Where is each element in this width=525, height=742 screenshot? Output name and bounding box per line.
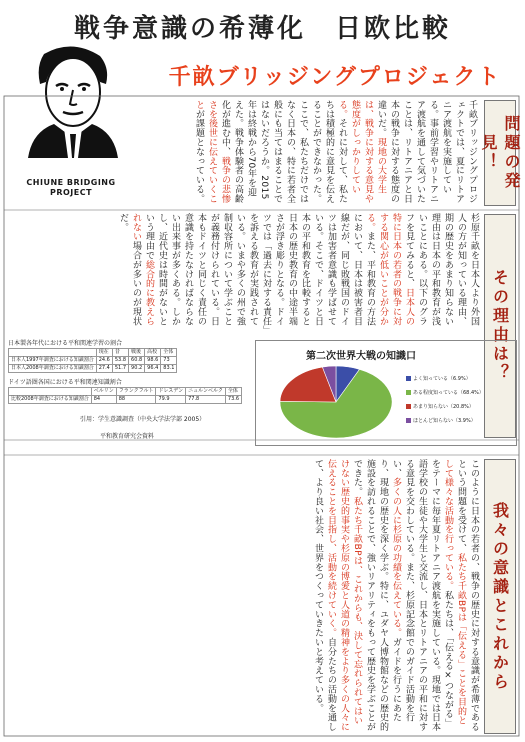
table-row xyxy=(9,357,177,365)
reason-highlight-2: 総合的に教えられない xyxy=(131,213,154,326)
table-cell: 98.6 xyxy=(145,357,161,365)
table-cell: 比較2008年調査における知識割合 xyxy=(9,396,92,404)
legend-swatch xyxy=(406,376,411,381)
table-cell: 日本人2008年調査における知識割合 xyxy=(9,365,97,373)
conclusion-text-b: 私たちは、「伝える×つながる」をテーマに毎年夏リトアニア渡航を実施している。現地では日本語学校の生徒や大学生と交流し、日本とリトアニアの平和に対する意見を交わしている。また、杉原記念館でのガイド活動を行い、 xyxy=(391,459,453,732)
table-cell: 96.4 xyxy=(145,365,161,373)
conclusion-highlight-3: 私たち千畝BPは、これからも、決して忘れられてはいけない歴史的事実や杉原の博愛と人道の精神をより多くの人々に伝えることを目指し、活動を続けていく。 xyxy=(326,459,362,732)
problem-highlight-2: 戦争の悲惨さを後世に伝えていくこと xyxy=(194,100,230,204)
reason-text-a: 杉原千畝を日本人より外国人の方が知っている理由、期の歴史をあまり知らない理由は日本の平和教育が浅いことにある。以下のグラフを見てみると、 xyxy=(404,213,479,326)
founder-portrait xyxy=(12,40,130,160)
table-cell: 79.9 xyxy=(156,396,186,404)
problem-text-b: 事前学習やリトアニア渡航を通して気づいたことは、リトアニアと日本の戦争に対する態度の違いだ。 xyxy=(376,100,438,204)
logo-line-2: PROJECT xyxy=(49,188,93,197)
conclusion-text-a: このように日本の若者の、戦争の歴史に対する意識が希薄であるという問題を受けて、 xyxy=(456,459,479,732)
citation-2: 平和教育研究会資料 xyxy=(100,433,155,440)
logo-line-1: CHIUNE BRIDGING xyxy=(26,178,116,187)
reason-highlight: 日本人の特に日本の若者の戦争に対する関心が低いことが分かる。 xyxy=(365,213,414,326)
reason-label: その理由は？ xyxy=(484,214,516,438)
table-header-cell: 戦後 xyxy=(129,349,145,357)
table-header-cell xyxy=(9,388,92,396)
table-row xyxy=(9,396,242,404)
table-header-cell: 現在 xyxy=(96,349,112,357)
legend-item xyxy=(406,403,512,411)
table-header-cell: 全体 xyxy=(161,349,177,357)
legend-item xyxy=(406,375,512,383)
table-row xyxy=(9,365,177,373)
legend-swatch xyxy=(406,418,411,423)
conclusion-text xyxy=(8,459,480,734)
table-cell: 88 xyxy=(116,396,156,404)
table-cell: 90.2 xyxy=(129,365,145,373)
legend-label: よく知っている（6.9%） xyxy=(413,376,471,382)
table-1-caption: 日本製各年代における平和関連学習の割合 xyxy=(8,340,123,347)
table-header-cell: 全体 xyxy=(225,388,241,396)
legend-label: あまり知らない（20.8%） xyxy=(413,404,474,410)
table-2-caption: ドイツ語圏各国における平和関連知識割合 xyxy=(8,379,122,386)
table-cell: 77.8 xyxy=(186,396,226,404)
legend-swatch xyxy=(406,390,411,395)
table-header-cell: ニュルンベルク xyxy=(186,388,226,396)
legend-item xyxy=(406,417,512,425)
table-header-cell: 昔 xyxy=(112,349,128,357)
problem-label: 問題の発見！ xyxy=(484,100,516,206)
table-cell: 83.1 xyxy=(161,365,177,373)
conclusion-highlight-2: 多くの人に杉原の功績を伝えている。 xyxy=(391,477,401,638)
table-cell: 24.6 xyxy=(96,357,112,365)
table-cell: 27.4 xyxy=(96,365,112,373)
problem-highlight: 現地の大学生は、戦争に対する意見や態度がしっかりしている。 xyxy=(337,100,386,204)
table-cell: 73 xyxy=(161,357,177,365)
problem-text-c: それに対して、私たちは積極的に意見を伝えることができなかった。ここで、私たちだけではなく日本の、特に若者全般にも当てはまることではないだろうか。2015年は終戦から70年を迎えた。戦争体験者の高齢化が進む中、 xyxy=(220,100,347,204)
table-row xyxy=(9,349,177,357)
table-cell: 73.6 xyxy=(225,396,241,404)
legend-label: ほとんど知らない（3.9%） xyxy=(413,418,476,424)
logo-label xyxy=(6,178,136,198)
conclusion-label: 我々の意識とこれから xyxy=(484,459,516,734)
table-header-cell: ドレスデン xyxy=(156,388,186,396)
legend-swatch xyxy=(406,404,411,409)
page-title: 戦争意識の希薄化 日欧比較 xyxy=(73,14,451,44)
project-subtitle: 千畝ブリッジングプロジェクト xyxy=(168,65,502,90)
table-row xyxy=(9,388,242,396)
citation-1: 引用：学生意識調査（中央大学法学部 2005） xyxy=(80,416,206,423)
pie-chart-box xyxy=(255,340,517,446)
problem-text-a: 千畝ブリッジングプロジェクトでは、夏にリトアニア渡航を実施している。 xyxy=(428,100,477,204)
pie-chart xyxy=(276,363,396,441)
table-cell: 日本人1997年調査における知識割合 xyxy=(9,357,97,365)
chart-legend xyxy=(406,375,512,431)
stats-table-1-block xyxy=(8,340,248,440)
table-cell: 84 xyxy=(91,396,116,404)
reason-text-d: 場合が多いのが現状だ。 xyxy=(118,213,141,326)
chart-title: 第二次世界大戦の知識口 xyxy=(306,351,416,362)
stats-table-2 xyxy=(8,387,242,404)
table-header-cell: フランクフルト xyxy=(116,388,156,396)
reason-text xyxy=(8,213,480,333)
problem-text xyxy=(150,100,478,206)
legend-item xyxy=(406,389,512,397)
conclusion-text-d: 自分たちの活動を通して、より良い社会、世界をつくっていきたいと考えている。 xyxy=(313,459,336,732)
conclusion-highlight: 私たち千畝BPは「伝える」ことを目的として様々な活動を行っている。 xyxy=(443,459,466,726)
table-cell: 60.8 xyxy=(129,357,145,365)
stats-table-1 xyxy=(8,348,177,373)
table-cell: 53.8 xyxy=(112,357,128,365)
reason-text-b: また、平和教育の方法において、日本は被害者目線だが、同じ敗戦国のドイツは加害者意識も学ばせている。そこで、ドイツと日本の平和教育を比較すると日本の歴史教育の中途半端さが浮き彫りとなる。ドイツでは「過去に対する責任」を訴える教育が実践されている。いまや多くの州で強制収容所について学ぶことが義務付けられている。 xyxy=(209,213,375,331)
reason-text-c: 日本もドイツと同じく責任の意識を持たなければならない出来事が多くある。しかし、近代史は時間がないという理由で xyxy=(144,213,219,326)
legend-label: ある程度知っている（68.4%） xyxy=(413,390,484,396)
table-cell: 51.7 xyxy=(112,365,128,373)
conclusion-text-c: ガイドを行うにあたり、現地の歴史を深く学ぶ。特に、ユダヤ人博物館などの歴史的施設を訪れることで、強いリアリティをもって歴史を学ぶことができた。 xyxy=(352,459,401,732)
table-header-cell: ベルリン xyxy=(91,388,116,396)
table-header-cell xyxy=(9,349,97,357)
problem-text-d: が課題となっている。 xyxy=(194,109,204,204)
table-header-cell: 高校 xyxy=(145,349,161,357)
